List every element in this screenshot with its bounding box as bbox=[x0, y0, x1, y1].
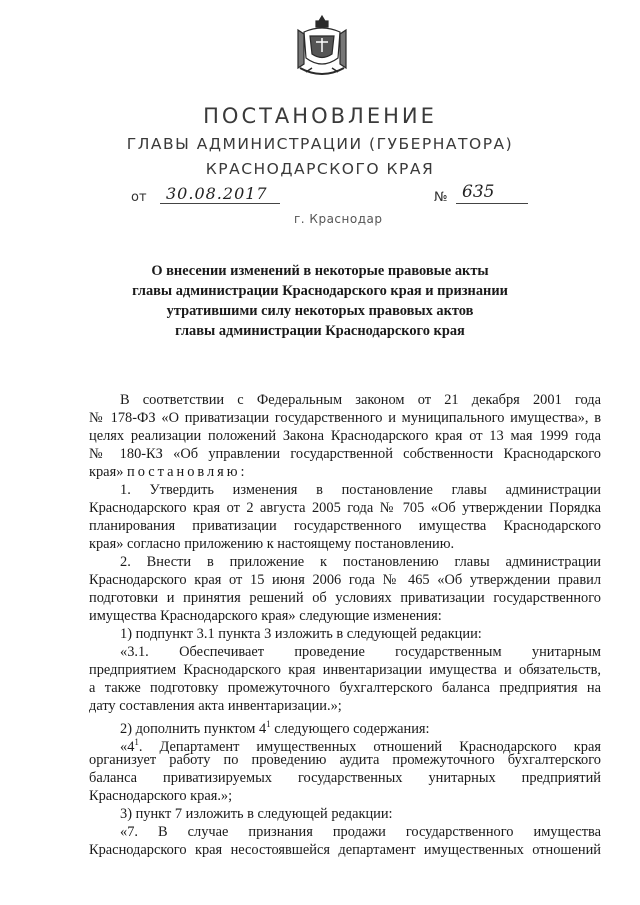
superscript: 1 bbox=[134, 737, 139, 747]
region-heading: КРАСНОДАРСКОГО КРАЯ bbox=[205, 160, 435, 178]
paragraph-line: В соответствии с Федеральным законом от 21 декабря 2001 года bbox=[120, 392, 601, 408]
paragraph-line: 1. Утвердить изменения в постановление главы администрации bbox=[120, 482, 601, 498]
paragraph-line: целях реализации положений Закона Краснодарского края от 13 мая 1999 года bbox=[89, 428, 601, 444]
document-title-line: главы администрации Краснодарского края и признании bbox=[132, 283, 508, 299]
paragraph-line: Краснодарского края от 15 июня 2006 года № 465 «Об утверждении правил bbox=[89, 572, 601, 588]
superscript: 1 bbox=[266, 719, 271, 729]
document-title-line: О внесении изменений в некоторые правовые акты bbox=[151, 263, 489, 279]
paragraph-line: организует работу по проведению аудита промежуточного бухгалтерского bbox=[89, 752, 601, 768]
paragraph-line: Краснодарского края несостоявшейся департамент имущественных отношений bbox=[89, 842, 601, 858]
paragraph-line: а также подготовку промежуточного бухгалтерского баланса предприятия на bbox=[89, 680, 601, 696]
date-label: от bbox=[131, 190, 147, 205]
coat-of-arms-emblem bbox=[296, 12, 348, 80]
date-underline bbox=[160, 203, 280, 204]
paragraph-text: следующего содержания: bbox=[274, 720, 430, 737]
paragraph-line: «3.1. Обеспечивает проведение государственным унитарным bbox=[120, 644, 601, 660]
paragraph-line bbox=[89, 463, 248, 481]
paragraph-line: Краснодарского края от 2 августа 2005 года № 705 «Об утверждении Порядка bbox=[89, 500, 601, 516]
paragraph-text: 2) дополнить пунктом 4 bbox=[120, 720, 267, 737]
document-title-line: утратившими силу некоторых правовых актов bbox=[166, 303, 474, 319]
paragraph-line: «7. В случае признания продажи государственного имущества bbox=[120, 824, 601, 840]
paragraph-line: края» согласно приложению к настоящему постановлению. bbox=[89, 536, 455, 552]
paragraph-line: подготовки и принятия решений об условиях приватизации государственного bbox=[89, 590, 601, 606]
handwritten-number: 635 bbox=[462, 182, 495, 202]
paragraph-line: планирования приватизации государственного имущества Краснодарского bbox=[89, 518, 601, 534]
number-underline bbox=[456, 203, 528, 204]
paragraph-text: края» bbox=[89, 464, 124, 480]
document-type-heading: ПОСТАНОВЛЕНИЕ bbox=[203, 104, 437, 128]
handwritten-date: 30.08.2017 bbox=[166, 184, 268, 203]
paragraph-line: № 178-ФЗ «О приватизации государственного и муниципального имущества», в bbox=[89, 410, 601, 426]
paragraph-text: «4 bbox=[120, 738, 135, 755]
paragraph-line: Краснодарского края.»; bbox=[89, 788, 233, 804]
decree-word: постановляю: bbox=[127, 464, 248, 480]
paragraph-line: 2. Внести в приложение к постановлению главы администрации bbox=[120, 554, 601, 570]
paragraph-line: дату составления акта инвентаризации.»; bbox=[89, 698, 342, 714]
city-label: г. Краснодар bbox=[294, 212, 383, 226]
issuing-authority-heading: ГЛАВЫ АДМИНИСТРАЦИИ (ГУБЕРНАТОРА) bbox=[126, 135, 514, 153]
document-title-line: главы администрации Краснодарского края bbox=[175, 323, 465, 339]
paragraph-line: № 180-КЗ «Об управлении государственной собственности Краснодарского bbox=[89, 446, 601, 462]
paragraph-line: предприятием Краснодарского края инвентаризации имущества и обязательств, bbox=[89, 662, 601, 678]
number-label: № bbox=[434, 190, 448, 205]
paragraph-line: 3) пункт 7 изложить в следующей редакции: bbox=[120, 806, 393, 822]
paragraph-line: баланса приватизируемых государственных унитарных предприятий bbox=[89, 770, 601, 786]
paragraph-text: . Департамент имущественных отношений Краснодарского края bbox=[138, 738, 601, 755]
paragraph-line: имущества Краснодарского края» следующие изменения: bbox=[89, 608, 442, 624]
paragraph-line: 1) подпункт 3.1 пункта 3 изложить в следующей редакции: bbox=[120, 626, 482, 642]
